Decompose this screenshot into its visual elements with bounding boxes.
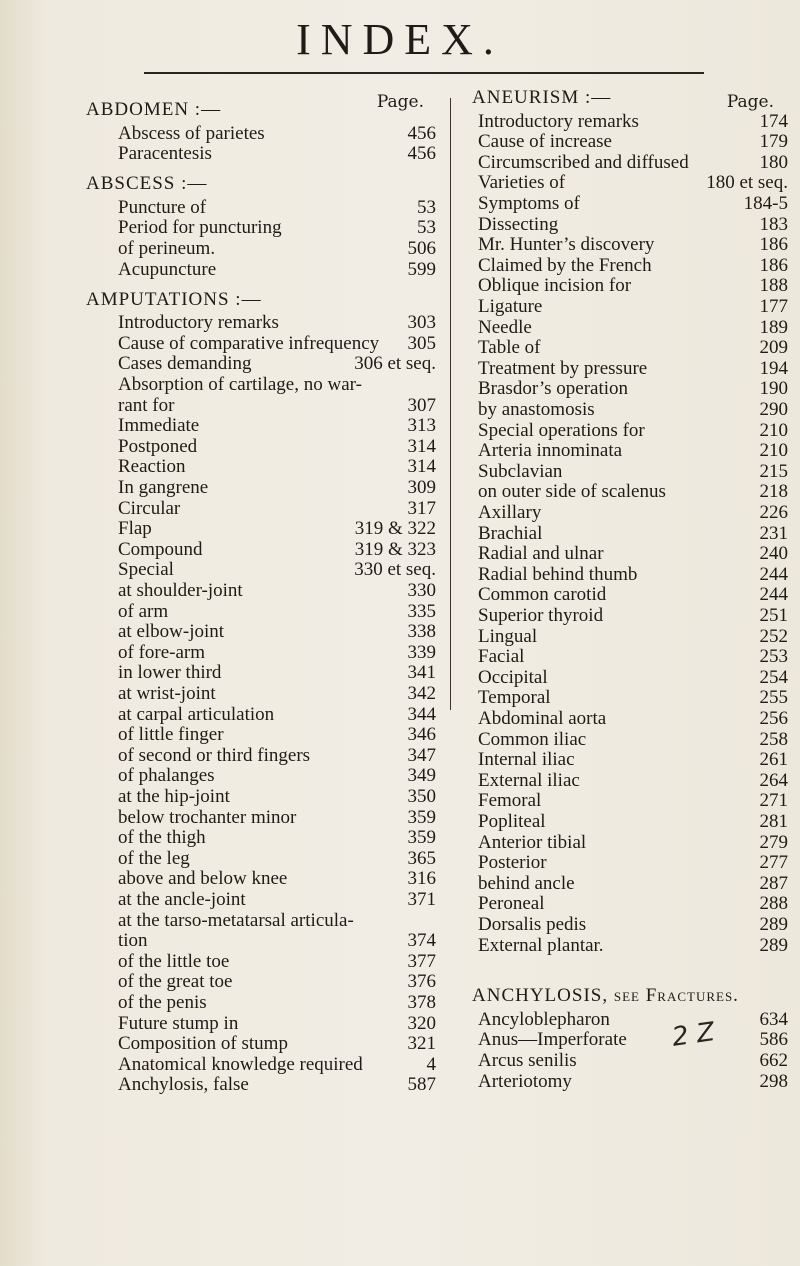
index-entry	[118, 972, 436, 991]
entry-page: 330 et seq.	[354, 559, 436, 581]
entry-page: 261	[759, 749, 788, 771]
entry-text: Anus—Imperforate	[478, 1029, 627, 1051]
entry-page: 456	[407, 143, 436, 165]
entry-text: Cases demanding	[118, 353, 252, 375]
index-entry	[118, 849, 436, 868]
entry-text: at the tarso-metatarsal articula-	[118, 909, 354, 931]
index-entry	[478, 297, 788, 316]
index-entry	[478, 400, 788, 419]
index-entry	[478, 688, 788, 707]
entry-page: 330	[407, 580, 436, 601]
index-entry	[478, 833, 788, 852]
index-entry	[478, 936, 788, 955]
entry-text: Radial behind thumb	[478, 563, 638, 585]
entry-text: Superior thyroid	[478, 605, 604, 627]
entry-text: Needle	[478, 316, 532, 338]
entry-text: Puncture of	[118, 196, 207, 218]
entry-text: Facial	[478, 646, 525, 668]
entry-page: 309	[407, 477, 436, 498]
index-entry	[118, 602, 436, 621]
index-entry	[118, 622, 436, 641]
index-entry	[478, 318, 788, 337]
entry-page: 255	[759, 687, 788, 709]
entry-page: 287	[759, 872, 788, 894]
entry-text: Dorsalis pedis	[478, 914, 587, 936]
index-entry	[118, 1055, 436, 1074]
entry-text: Peroneal	[478, 893, 545, 915]
entry-page: 359	[407, 806, 436, 828]
entry-text: Claimed by the French	[478, 254, 652, 276]
entry-page: 240	[759, 543, 788, 565]
entry-page: 188	[759, 275, 788, 297]
entry-page: 186	[759, 254, 788, 276]
entry-page: 307	[407, 394, 436, 416]
entry-page: 587	[407, 1074, 436, 1096]
entry-text: Introductory remarks	[118, 312, 279, 334]
entry-text: at wrist-joint	[118, 683, 216, 704]
index-entry	[478, 956, 788, 975]
entry-page: 313	[407, 415, 436, 437]
entry-page: 365	[407, 847, 436, 869]
index-entry	[118, 313, 436, 332]
entry-text: AMPUTATIONS :—	[86, 288, 262, 310]
entry-text: Cause of increase	[478, 131, 612, 153]
index-entry	[118, 560, 436, 579]
index-entry	[478, 421, 788, 440]
entry-page: 321	[407, 1033, 436, 1055]
entry-page: 339	[407, 641, 436, 663]
index-entry	[478, 215, 788, 234]
index-entry	[118, 334, 436, 353]
entry-page: 314	[407, 435, 436, 457]
index-entry	[118, 457, 436, 476]
entry-text: Mr. Hunter’s discovery	[478, 234, 655, 256]
entry-text: Arcus senilis	[478, 1050, 577, 1072]
index-entry	[478, 359, 788, 378]
index-entry	[478, 112, 788, 131]
index-heading	[472, 88, 788, 107]
index-entry	[118, 581, 436, 600]
entry-text: Anatomical knowledge required	[118, 1053, 363, 1075]
entry-page: 4	[426, 1053, 436, 1075]
entry-page: 289	[759, 934, 788, 956]
index-heading	[86, 174, 436, 193]
entry-text: Popliteal	[478, 811, 546, 833]
entry-text: External plantar.	[478, 934, 604, 956]
entry-page: 251	[759, 605, 788, 627]
index-entry	[118, 828, 436, 847]
entry-page: 210	[759, 419, 788, 441]
index-heading	[472, 986, 788, 1005]
entry-page: 347	[407, 744, 436, 766]
entry-text: Treatment by pressure	[478, 357, 648, 379]
index-entry	[478, 771, 788, 790]
entry-text: Oblique incision for	[478, 275, 632, 297]
entry-text: Brachial	[478, 522, 543, 544]
entry-text: by anastomosis	[478, 399, 595, 421]
entry-page: 180	[759, 151, 788, 173]
entry-text: of the leg	[118, 847, 190, 869]
index-entry	[118, 787, 436, 806]
index-entry	[478, 503, 788, 522]
entry-page: 218	[759, 481, 788, 503]
index-entry	[118, 124, 436, 143]
entry-text: Special operations for	[478, 419, 645, 441]
index-entry	[118, 766, 436, 785]
index-entry	[118, 890, 436, 909]
index-entry	[478, 894, 788, 913]
index-entry	[478, 668, 788, 687]
entry-page: 53	[417, 217, 436, 239]
entry-text: rant for	[118, 394, 175, 416]
entry-text: above and below knee	[118, 868, 288, 890]
entry-page: 209	[759, 337, 788, 359]
entry-text: Common iliac	[478, 728, 587, 750]
entry-page: 264	[759, 769, 788, 791]
entry-page: 341	[407, 662, 436, 684]
entry-text: Varieties of	[478, 172, 566, 194]
entry-text: Table of	[478, 337, 541, 359]
entry-page: 317	[407, 497, 436, 519]
entry-page: 298	[759, 1070, 788, 1092]
entry-text: Radial and ulnar	[478, 543, 604, 565]
entry-text: ABDOMEN :—	[86, 99, 222, 120]
index-entry	[478, 276, 788, 295]
entry-page: 215	[759, 460, 788, 482]
index-entry	[118, 198, 436, 217]
index-entry	[118, 1075, 436, 1094]
entry-text: in lower third	[118, 662, 222, 684]
index-entry	[478, 1072, 788, 1091]
entry-page: 289	[759, 914, 788, 936]
entry-page: 290	[759, 399, 788, 421]
entry-text: of the great toe	[118, 971, 233, 993]
entry-page: 344	[407, 703, 436, 725]
entry-text: of the thigh	[118, 827, 206, 849]
entry-text: Composition of stump	[118, 1033, 288, 1055]
index-entry	[478, 730, 788, 749]
entry-text: of arm	[118, 600, 169, 622]
entry-text: of phalanges	[118, 765, 215, 787]
entry-text: Abscess of parietes	[118, 122, 265, 144]
entry-text: Abdominal aorta	[478, 708, 607, 730]
entry-page: 346	[407, 724, 436, 746]
entry-page: 186	[759, 234, 788, 256]
entry-page: 244	[759, 584, 788, 606]
entry-page: 177	[759, 296, 788, 318]
entry-page: 258	[759, 728, 788, 750]
entry-text: Subclavian	[478, 460, 563, 482]
index-entry	[118, 519, 436, 538]
entry-text: Anterior tibial	[478, 831, 587, 853]
entry-page: 254	[759, 666, 788, 688]
entry-page: 350	[407, 786, 436, 807]
entry-text: of little finger	[118, 724, 224, 746]
page-label-left: Page.	[376, 92, 424, 112]
index-entry	[118, 725, 436, 744]
index-entry	[478, 791, 788, 810]
index-entry	[118, 869, 436, 888]
entry-page: 189	[759, 316, 788, 338]
index-entry	[118, 663, 436, 682]
index-entry	[118, 437, 436, 456]
index-entry	[478, 812, 788, 831]
entry-text: Femoral	[478, 790, 542, 812]
entry-page: 335	[407, 600, 436, 622]
entry-page: 359	[407, 827, 436, 849]
entry-text: behind ancle	[478, 872, 575, 894]
index-entry	[478, 544, 788, 563]
entry-text: Absorption of cartilage, no war-	[118, 374, 362, 395]
entry-page: 374	[407, 930, 436, 952]
entry-page: 377	[407, 950, 436, 972]
entry-page: 288	[759, 893, 788, 915]
entry-text: at elbow-joint	[118, 621, 225, 643]
entry-text: of the penis	[118, 992, 207, 1013]
index-entry	[478, 627, 788, 646]
entry-page: 303	[407, 312, 436, 334]
entry-page: 279	[759, 831, 788, 853]
entry-page: 183	[759, 213, 788, 235]
index-entry	[478, 173, 788, 192]
entry-text: at carpal articulation	[118, 703, 275, 725]
entry-page: 226	[759, 502, 788, 524]
entry-page: 190	[759, 378, 788, 400]
index-entry	[478, 915, 788, 934]
entry-text: of second or third fingers	[118, 744, 311, 766]
entry-text: Axillary	[478, 502, 542, 524]
index-heading	[86, 100, 436, 119]
entry-text: Cause of comparative infrequency	[118, 332, 380, 354]
index-entry	[118, 218, 436, 237]
index-entry	[478, 1051, 788, 1070]
entry-page: 456	[407, 122, 436, 144]
index-entry	[478, 462, 788, 481]
index-entry	[118, 354, 436, 373]
index-entry	[478, 1010, 788, 1029]
index-entry	[118, 684, 436, 703]
index-entry	[478, 194, 788, 213]
entry-text: Lingual	[478, 625, 538, 647]
entry-text: of perineum.	[118, 238, 216, 260]
entry-page: 314	[407, 456, 436, 478]
entry-text: Special	[118, 559, 174, 581]
index-entry	[478, 482, 788, 501]
entry-page: 194	[759, 357, 788, 379]
page-title: INDEX.	[296, 15, 504, 64]
entry-text: Dissecting	[478, 213, 559, 235]
entry-page: 378	[407, 992, 436, 1013]
entry-page: 599	[407, 258, 436, 280]
entry-text: Paracentesis	[118, 143, 212, 165]
entry-text: on outer side of scalenus	[478, 481, 666, 503]
index-entry	[118, 746, 436, 765]
index-entry	[478, 874, 788, 893]
entry-text: tion	[118, 930, 148, 952]
entry-text: at the ancle-joint	[118, 889, 246, 910]
entry-page: 306 et seq.	[354, 353, 436, 375]
entry-text: Introductory remarks	[478, 110, 639, 132]
index-entry	[478, 379, 788, 398]
entry-page: 53	[417, 196, 436, 218]
entry-text: Anchylosis, false	[118, 1074, 249, 1096]
index-entry	[118, 808, 436, 827]
index-entry	[118, 993, 436, 1012]
index-entry	[118, 416, 436, 435]
title-rule	[144, 72, 704, 74]
index-entry	[118, 540, 436, 559]
index-entry	[478, 524, 788, 543]
index-heading	[86, 290, 436, 309]
entry-text: Circumscribed and diffused	[478, 151, 689, 173]
index-entry	[478, 647, 788, 666]
index-entry	[478, 853, 788, 872]
entry-text: Reaction	[118, 456, 186, 478]
entry-page: 320	[407, 1012, 436, 1034]
entry-text: Ligature	[478, 296, 543, 318]
entry-text: Postponed	[118, 435, 198, 457]
entry-page: 634	[759, 1008, 788, 1030]
entry-page: 338	[407, 621, 436, 643]
entry-text: of the little toe	[118, 950, 230, 972]
entry-page: 376	[407, 971, 436, 993]
entry-page: 244	[759, 563, 788, 585]
entry-page: 349	[407, 765, 436, 787]
entry-text: Ancyloblepharon	[478, 1008, 610, 1030]
entry-page: 305	[407, 332, 436, 354]
entry-text: Flap	[118, 518, 152, 540]
entry-page: 184-5	[743, 193, 788, 215]
index-entry	[478, 1030, 788, 1049]
index-entry	[118, 260, 436, 279]
entry-text: ANCHYLOSIS, see Fractures.	[472, 985, 739, 1007]
page-label-right: Page.	[726, 92, 774, 112]
entry-page: 180 et seq.	[706, 172, 788, 194]
entry-text: In gangrene	[118, 477, 209, 498]
entry-text: Circular	[118, 497, 181, 519]
index-entry	[118, 911, 436, 930]
entry-text: External iliac	[478, 769, 580, 791]
entry-page: 277	[759, 852, 788, 874]
entry-page: 506	[407, 238, 436, 260]
entry-page: 319 & 323	[354, 538, 436, 560]
entry-text: Period for puncturing	[118, 217, 282, 239]
index-entry	[478, 132, 788, 151]
entry-text: at the hip-joint	[118, 786, 230, 807]
index-entry	[118, 643, 436, 662]
entry-page: 210	[759, 440, 788, 462]
index-entry	[478, 565, 788, 584]
entry-page: 231	[759, 522, 788, 544]
index-entry	[118, 375, 436, 394]
entry-page: 253	[759, 646, 788, 668]
entry-text: ANEURISM :—	[472, 87, 612, 108]
entry-page: 371	[407, 889, 436, 910]
index-entry	[478, 585, 788, 604]
entry-page: 179	[759, 131, 788, 153]
entry-text: ABSCESS :—	[86, 173, 208, 195]
entry-page: 256	[759, 708, 788, 730]
entry-page: 174	[759, 110, 788, 132]
index-entry	[118, 952, 436, 971]
entry-page: 342	[407, 683, 436, 704]
index-entry	[478, 441, 788, 460]
entry-page: 316	[407, 868, 436, 890]
entry-text: Temporal	[478, 687, 551, 709]
entry-text: Occipital	[478, 666, 548, 688]
index-entry	[118, 239, 436, 258]
index-entry	[478, 606, 788, 625]
index-entry	[118, 478, 436, 497]
entry-text: below trochanter minor	[118, 806, 297, 828]
margin-note: 2 Z	[670, 1017, 717, 1053]
entry-text: Internal iliac	[478, 749, 575, 771]
index-entry	[118, 499, 436, 518]
entry-text: Future stump in	[118, 1012, 239, 1034]
index-entry	[478, 750, 788, 769]
entry-text: Common carotid	[478, 584, 607, 606]
entry-text: Posterior	[478, 852, 547, 874]
entry-page: 586	[759, 1029, 788, 1051]
entry-text: Immediate	[118, 415, 200, 437]
entry-text: at shoulder-joint	[118, 580, 243, 601]
entry-page: 252	[759, 625, 788, 647]
index-entry	[478, 153, 788, 172]
entry-page: 662	[759, 1050, 788, 1072]
entry-text: Acupuncture	[118, 258, 217, 280]
entry-text: of fore-arm	[118, 641, 206, 663]
entry-text: Compound	[118, 538, 203, 560]
index-entry	[478, 256, 788, 275]
entry-text: Symptoms of	[478, 193, 580, 215]
index-entry	[118, 1034, 436, 1053]
entry-text: Arteriotomy	[478, 1070, 572, 1092]
index-entry	[118, 396, 436, 415]
index-entry	[118, 931, 436, 950]
index-entry	[118, 705, 436, 724]
column-divider	[450, 98, 451, 710]
index-entry	[478, 709, 788, 728]
index-entry	[478, 338, 788, 357]
index-entry	[118, 144, 436, 163]
entry-text: Arteria innominata	[478, 440, 623, 462]
entry-page: 271	[759, 790, 788, 812]
entry-page: 281	[759, 811, 788, 833]
index-entry	[478, 235, 788, 254]
entry-text: Brasdor’s operation	[478, 378, 629, 400]
entry-page: 319 & 322	[354, 518, 436, 540]
index-entry	[118, 1014, 436, 1033]
